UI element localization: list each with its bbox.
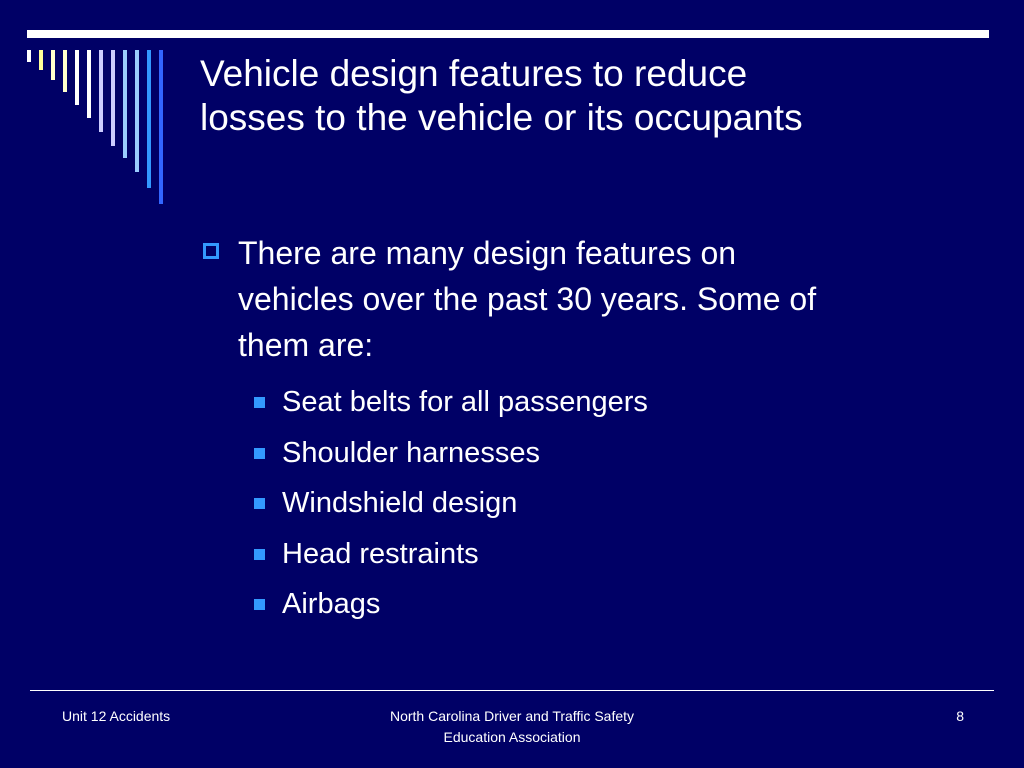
square-bullet-icon	[254, 549, 265, 560]
stripe	[147, 50, 151, 188]
footer-organization-line: North Carolina Driver and Traffic Safety	[389, 708, 635, 724]
stripe	[39, 50, 43, 70]
footer-divider	[30, 690, 994, 691]
square-bullet-icon	[254, 498, 265, 509]
square-bullet-icon	[254, 599, 265, 610]
stripe	[75, 50, 79, 105]
sub-bullet-item	[252, 532, 648, 583]
footer-organization-line: Education Association	[443, 729, 581, 745]
sub-bullet-text: Seat belts for all passengers	[282, 386, 648, 418]
top-rule	[27, 30, 989, 38]
main-bullet-line: them are:	[238, 327, 374, 363]
stripe	[99, 50, 103, 132]
sub-bullet-text: Airbags	[282, 588, 381, 620]
stripe	[63, 50, 67, 92]
stripe	[27, 50, 31, 62]
slide-title	[200, 52, 1000, 140]
stripe	[135, 50, 139, 172]
main-bullet-text	[238, 230, 983, 368]
sub-bullet-item	[252, 380, 648, 431]
main-bullet	[203, 230, 983, 368]
title-line: Vehicle design features to reduce	[200, 53, 748, 94]
sub-bullet-text: Shoulder harnesses	[282, 436, 540, 469]
sub-bullet-text: Head restraints	[282, 537, 479, 570]
sub-bullet-text: Windshield design	[282, 487, 518, 519]
footer-unit-label: Unit 12 Accidents	[62, 708, 171, 724]
main-bullet-line: vehicles over the past 30 years. Some of	[238, 281, 817, 317]
stripe	[111, 50, 115, 146]
square-bullet-icon	[254, 397, 265, 408]
page-number: 8	[956, 708, 964, 724]
stripe	[159, 50, 163, 204]
hollow-square-bullet-icon	[203, 243, 219, 259]
stripe	[87, 50, 91, 118]
sub-bullet-list	[252, 380, 648, 633]
title-line: losses to the vehicle or its occupants	[200, 97, 803, 138]
square-bullet-icon	[254, 448, 265, 459]
footer-organization	[312, 706, 712, 748]
main-bullet-line: There are many design features on	[238, 235, 737, 271]
sub-bullet-item	[252, 431, 648, 482]
sub-bullet-item	[252, 582, 648, 633]
sub-bullet-item	[252, 481, 648, 532]
stripe	[123, 50, 127, 158]
stripe	[51, 50, 55, 80]
